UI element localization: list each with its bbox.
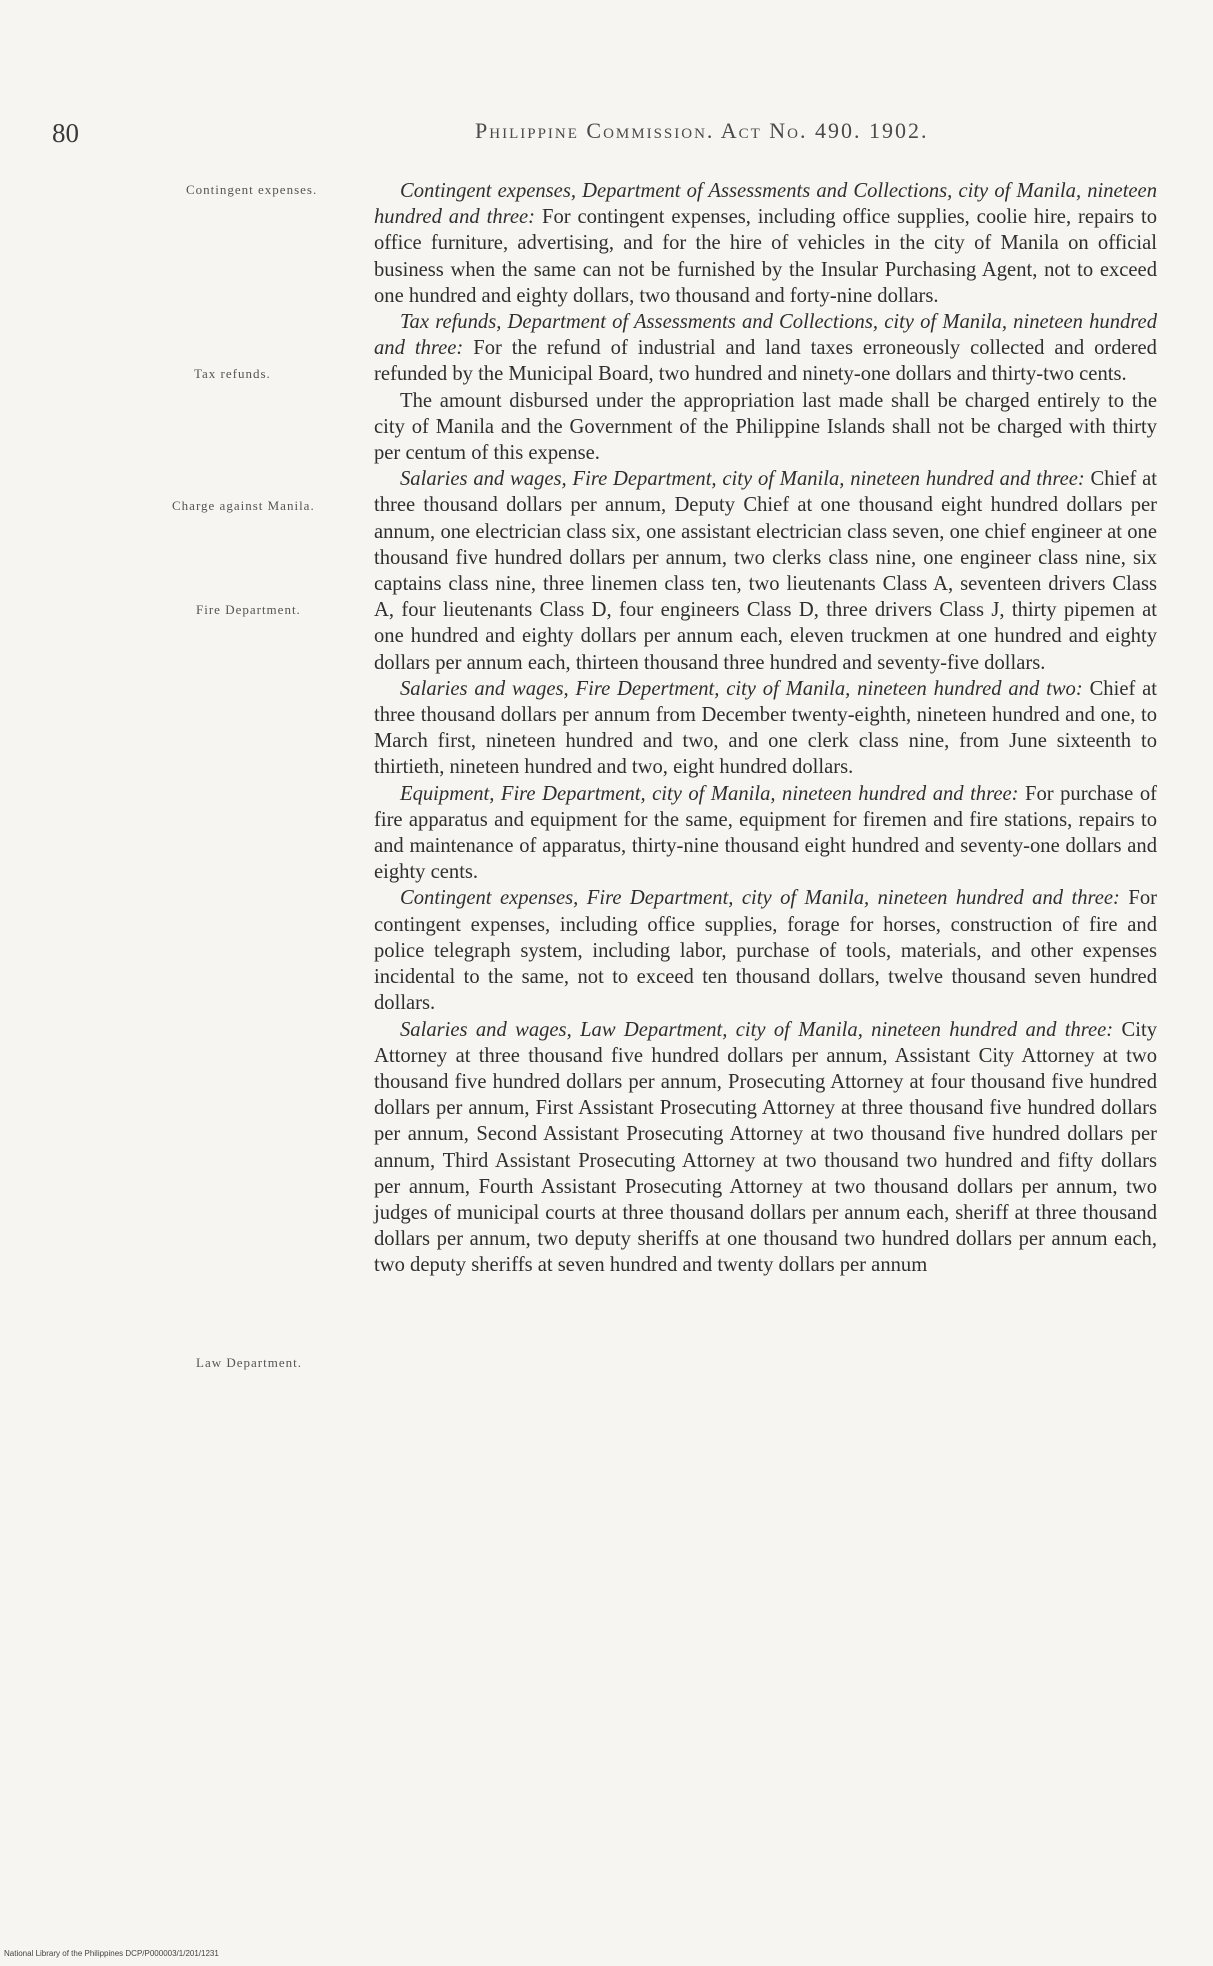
side-note-law-department: Law Department. — [196, 1355, 302, 1370]
paragraph-body: For contingent expenses, including office supplies, coolie hire, repairs to office furniture, advertising, and for the hire of vehicles in the city of Manila on official business when the same can not be furnished by the Insular Purchasing Agent, not to exceed one hundred and eighty dollars, two thousand and forty-nine dollars. — [374, 206, 1157, 307]
paragraph-fire-salaries-1902 — [374, 676, 1157, 781]
paragraph-body: The amount disbursed under the appropriation last made shall be charged entirely to the city of Manila and the Government of the Philippine Islands shall not be charged with thirty per centum of this expense. — [374, 389, 1157, 465]
paragraph-heading: Contingent expenses, Department of Assessments and Collections, city of Manila, nineteen hundred and three: — [374, 180, 1157, 229]
paragraph-fire-contingent-expenses — [374, 885, 1157, 1016]
paragraph-fire-equipment — [374, 781, 1157, 886]
side-note-charge-against-manila: Charge against Manila. — [172, 498, 315, 513]
paragraph-heading: Salaries and wages, Fire Depertment, city of Manila, nineteen hundred and two: — [400, 677, 1083, 700]
paragraph-body: Chief at three thousand dollars per annum from December twenty-eighth, nineteen hundred and one, to March first, nineteen hundred and two, and one clerk class nine, from June sixteenth to thirtieth, nineteen hundred and two, eight hundred dollars. — [374, 677, 1158, 779]
paragraph-fire-salaries-1903 — [374, 466, 1157, 676]
main-text — [374, 178, 1157, 1279]
running-header: Philippine Commission. Act No. 490. 1902. — [475, 118, 929, 143]
paragraph-charge-against-manila — [374, 388, 1157, 467]
page-number: 80 — [52, 118, 79, 148]
paragraph-heading: Contingent expenses, Fire Department, city of Manila, nineteen hundred and three: — [400, 887, 1120, 910]
paragraph-contingent-expenses-assessments — [374, 178, 1157, 309]
paragraph-body: For the refund of industrial and land taxes erroneously collected and ordered refunded by the Municipal Board, two hundred and ninety-one dollars and thirty-two cents. — [374, 337, 1157, 386]
paragraph-heading: Salaries and wages, Law Department, city of Manila, nineteen hundred and three: — [400, 1018, 1114, 1041]
paragraph-body: City Attorney at three thousand five hundred dollars per annum, Assistant City Attorney at two thousand five hundred dollars per annum, Prosecuting Attorney at four thousand five hundred dollars per annum, First Assistant Prosecuting Attorney at three thousand five hundred dollars per annum, Second Assistant Prosecuting Attorney at two thousand five hundred dollars per annum, Third Assistant Prosecuting Attorney at two thousand two hundred and fifty dollars per annum, Fourth Assistant Prosecuting Attorney at two thousand dollars per annum, two judges of municipal courts at three thousand dollars per annum each, sheriff at three thousand dollars per annum, two deputy sheriffs at one thousand two hundred dollars per annum each, two deputy sheriffs at seven hundred and twenty dollars per annum — [374, 1018, 1157, 1277]
side-note-contingent-expenses: Contingent expenses. — [186, 182, 318, 197]
paragraph-law-salaries — [374, 1017, 1157, 1279]
paragraph-body: For purchase of fire apparatus and equipment for the same, equipment for firemen and fire stations, repairs to and maintenance of apparatus, thirty-nine thousand eight hundred and seventy-one dollars and eighty cents. — [374, 782, 1157, 884]
paragraph-heading: Tax refunds, Department of Assessments and Collections, city of Manila, nineteen hundred and three: — [374, 311, 1157, 360]
side-note-tax-refunds: Tax refunds. — [194, 366, 271, 381]
footer-credit: National Library of the Philippines DCP/P000003/1/201/1231 — [4, 1949, 219, 1958]
paragraph-heading: Salaries and wages, Fire Department, city of Manila, nineteen hundred and three: — [400, 468, 1085, 491]
paragraph-tax-refunds — [374, 309, 1157, 388]
side-note-fire-department: Fire Department. — [196, 602, 301, 617]
paragraph-body: For contingent expenses, including office supplies, forage for horses, construction of fire and police telegraph system, including labor, purchase of tools, materials, and other expenses incidental to the same, not to exceed ten thousand dollars, twelve thousand seven hundred dollars. — [374, 887, 1157, 1015]
paragraph-body: Chief at three thousand dollars per annum, Deputy Chief at one thousand eight hundred dollars per annum, one electrician class six, one assistant electrician class seven, one chief engineer at one thousand five hundred dollars per annum, two clerks class nine, one engineer class nine, six captains class nine, three linemen class ten, two lieutenants Class A, seventeen drivers Class A, four lieutenants Class D, four engineers Class D, three drivers Class J, thirty pipemen at one hundred and eighty dollars per annum each, eleven truckmen at one hundred and eighty dollars per annum each, thirteen thousand three hundred and seventy-five dollars. — [374, 468, 1157, 674]
paragraph-heading: Equipment, Fire Department, city of Manila, nineteen hundred and three: — [400, 782, 1019, 805]
